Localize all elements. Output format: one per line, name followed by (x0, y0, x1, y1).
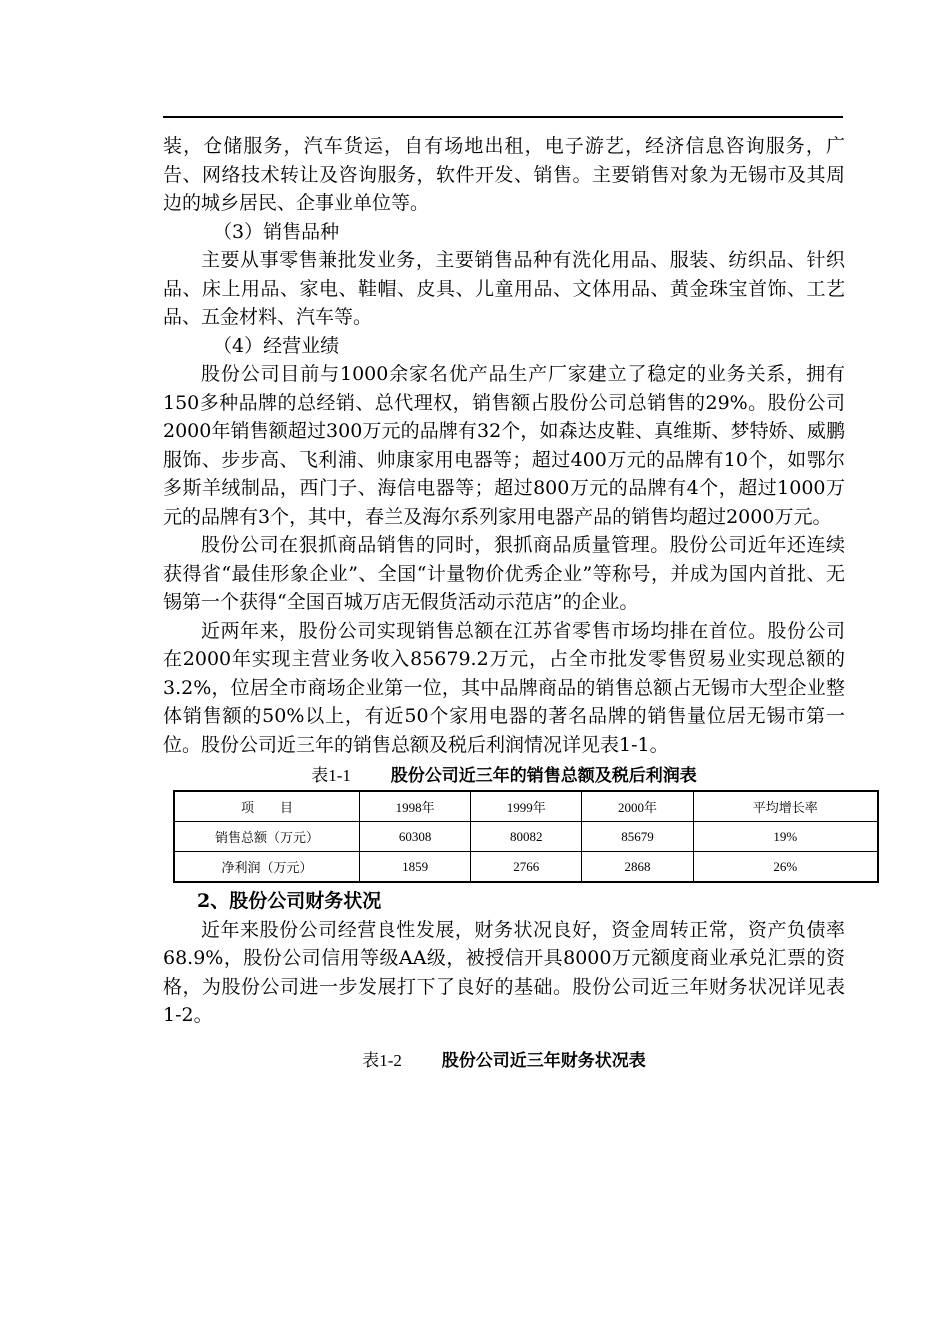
table-header-cell: 1999年 (471, 791, 582, 822)
section-heading-financial-status: 2、股份公司财务状况 (197, 890, 382, 912)
header-rule (163, 116, 843, 118)
table-cell: 2868 (582, 852, 693, 883)
document-body (163, 132, 845, 1075)
table-cell: 60308 (360, 822, 471, 852)
table-row (174, 822, 878, 852)
paragraph-business-scope: 装，仓储服务，汽车货运，自有场地出租，电子游艺，经济信息咨询服务，广告、网络技术转让及咨询服务，软件开发、销售。主要销售对象为无锡市及其周边的城乡居民、企事业单位等。 (163, 135, 845, 214)
paragraph-financial-status: 近年来股份公司经营良性发展，财务状况良好，资金周转正常，资产负债率68.9%，股份公司信用等级AA级，被授信开具8000万元额度商业承兑汇票的资格，为股份公司进一步发展打下了良好的基础。股份公司近三年财务状况详见表1-2。 (163, 918, 845, 1026)
table-header-cell: 2000年 (582, 791, 693, 822)
table1-caption-number: 表1-1 (311, 766, 351, 785)
table-cell: 19% (693, 822, 878, 852)
section-heading-performance: （4）经营业绩 (213, 334, 340, 357)
table-cell: 销售总额（万元） (174, 822, 360, 852)
table-row (174, 852, 878, 883)
paragraph-sales-ranking: 近两年来，股份公司实现销售总额在江苏省零售市场均排在首位。股份公司在2000年实现主营业务收入85679.2万元，占全市批发零售贸易业实现总额的3.2%，位居全市商场企业第一位，其中品牌商品的销售总额占无锡市大型企业整体销售额的50%以上，有近50个家用电器的著名品牌的销售量位居无锡市第一位。股份公司近三年的销售总额及税后利润情况详见表1-1。 (163, 619, 845, 756)
table-header-cell: 1998年 (360, 791, 471, 822)
table1-caption-title: 股份公司近三年的销售总额及税后利润表 (390, 766, 697, 786)
table-cell: 2766 (471, 852, 582, 883)
table-header-cell: 平均增长率 (693, 791, 878, 822)
table-header-row (174, 791, 878, 822)
paragraph-brand-relations: 股份公司目前与1000余家名优产品生产厂家建立了稳定的业务关系，拥有150多种品牌的总经销、总代理权，销售额占股份公司总销售的29%。股份公司2000年销售额超过300万元的品牌有32个，如森达皮鞋、真维斯、梦特娇、威鹏服饰、步步高、飞利浦、帅康家用电器等；超过400万元的品牌有10个，如鄂尔多斯羊绒制品，西门子、海信电器等；超过800万元的品牌有4个，超过1000万元的品牌有3个，其中，春兰及海尔系列家用电器产品的销售均超过2000万元。 (163, 363, 845, 528)
table-header-cell: 项 目 (174, 791, 360, 822)
table2-caption-title: 股份公司近三年财务状况表 (441, 1050, 646, 1071)
table2-caption-number: 表1-2 (362, 1050, 402, 1070)
table-cell: 80082 (471, 822, 582, 852)
table-cell: 1859 (360, 852, 471, 883)
sales-profit-table (173, 790, 879, 883)
paragraph-quality-management: 股份公司在狠抓商品销售的同时，狠抓商品质量管理。股份公司近年还连续获得省“最佳形象企业”、全国“计量物价优秀企业”等称号，并成为国内首批、无锡第一个获得“全国百城万店无假货活动示范店”的企业。 (163, 534, 845, 613)
paragraph-sales-varieties: 主要从事零售兼批发业务，主要销售品种有洗化用品、服装、纺织品、针织品、床上用品、家电、鞋帽、皮具、儿童用品、文体用品、黄金珠宝首饰、工艺品、五金材料、汽车等。 (163, 249, 845, 328)
table1-caption (163, 761, 845, 786)
section-heading-sales-varieties: （3）销售品种 (213, 220, 340, 243)
table2-caption (163, 1046, 845, 1071)
table-cell: 85679 (582, 822, 693, 852)
table-cell: 净利润（万元） (174, 852, 360, 883)
table-cell: 26% (693, 852, 878, 883)
